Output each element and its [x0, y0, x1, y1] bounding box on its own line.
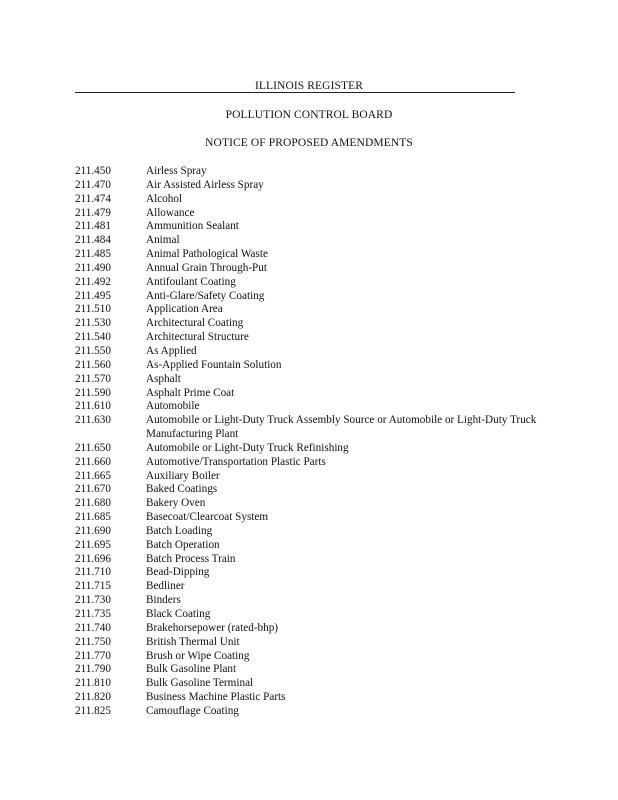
defined-term: Automobile or Light-Duty Truck Assembly Source or Automobile or Light-Duty Truck Manufacturing Plant	[146, 414, 537, 441]
defined-term: Animal	[146, 234, 180, 247]
defined-term: Airless Spray	[146, 165, 207, 177]
defined-term: British Thermal Unit	[146, 635, 240, 648]
defined-term: Batch Process Train	[146, 552, 236, 565]
section-number: 211.715	[75, 580, 111, 593]
notice-title: NOTICE OF PROPOSED AMENDMENTS	[205, 137, 413, 149]
definition-entry	[75, 539, 555, 553]
defined-term: Automobile	[146, 400, 200, 413]
defined-term: Ammunition Sealant	[146, 220, 239, 233]
section-number: 211.820	[75, 691, 111, 704]
header-rule	[75, 92, 515, 93]
section-number: 211.470	[75, 178, 111, 191]
definition-entry	[75, 359, 555, 373]
defined-term: Automotive/Transportation Plastic Parts	[146, 455, 326, 468]
defined-term: Business Machine Plastic Parts	[146, 691, 286, 704]
definitions-list	[75, 165, 555, 719]
section-number: 211.530	[75, 317, 111, 330]
definition-entry	[75, 248, 555, 262]
defined-term: Brakehorsepower (rated-bhp)	[146, 621, 279, 634]
register-title	[0, 80, 618, 92]
definition-entry	[75, 442, 555, 456]
section-number: 211.479	[75, 206, 111, 219]
definition-entry	[75, 373, 555, 387]
definition-entry	[75, 290, 555, 304]
section-number: 211.660	[75, 455, 111, 468]
definition-entry	[75, 470, 555, 484]
definition-entry	[75, 303, 555, 317]
defined-term: Antifoulant Coating	[146, 275, 236, 288]
definition-entry	[75, 193, 555, 207]
defined-term: Architectural Structure	[146, 331, 249, 344]
section-number: 211.481	[75, 220, 111, 233]
defined-term: As Applied	[146, 344, 197, 357]
definition-entry	[75, 511, 555, 525]
definition-entry	[75, 165, 555, 179]
definition-entry	[75, 387, 555, 401]
section-number: 211.550	[75, 344, 111, 357]
defined-term: Annual Grain Through-Put	[146, 261, 267, 274]
section-number: 211.670	[75, 483, 111, 496]
defined-term: Basecoat/Clearcoat System	[146, 511, 269, 524]
defined-term: Black Coating	[146, 608, 211, 620]
register-title-text: ILLINOIS REGISTER	[251, 80, 367, 92]
defined-term: Animal Pathological Waste	[146, 248, 268, 261]
section-number: 211.630	[75, 414, 111, 427]
definition-entry	[75, 636, 555, 650]
defined-term: Anti-Glare/Safety Coating	[146, 289, 265, 302]
defined-term: Batch Loading	[146, 524, 213, 537]
defined-term: Bulk Gasoline Plant	[146, 663, 237, 676]
definition-entry	[75, 622, 555, 636]
section-number: 211.735	[75, 608, 111, 620]
defined-term: Architectural Coating	[146, 317, 244, 330]
section-number: 211.685	[75, 511, 111, 524]
definition-entry	[75, 677, 555, 691]
defined-term: Bulk Gasoline Terminal	[146, 677, 254, 690]
defined-term: Binders	[146, 594, 181, 607]
defined-term: Alcohol	[146, 192, 183, 205]
section-number: 211.825	[75, 704, 111, 717]
defined-term: Asphalt Prime Coat	[146, 386, 235, 399]
defined-term: Allowance	[146, 206, 195, 219]
section-number: 211.570	[75, 372, 111, 385]
defined-term: Bedliner	[146, 580, 185, 593]
definition-entry	[75, 207, 555, 221]
section-number: 211.730	[75, 594, 111, 607]
section-number: 211.650	[75, 441, 111, 454]
section-number: 211.560	[75, 358, 111, 371]
defined-term: Asphalt	[146, 372, 181, 385]
definition-entry	[75, 414, 555, 442]
defined-term: Bakery Oven	[146, 497, 206, 510]
section-number: 211.740	[75, 621, 111, 634]
section-number: 211.770	[75, 649, 111, 662]
section-number: 211.490	[75, 261, 111, 274]
section-number: 211.665	[75, 469, 111, 482]
defined-term: Auxiliary Boiler	[146, 469, 220, 482]
section-number: 211.485	[75, 248, 111, 261]
definition-entry	[75, 580, 555, 594]
section-number: 211.810	[75, 677, 111, 690]
definition-entry	[75, 456, 555, 470]
section-number: 211.450	[75, 165, 111, 177]
defined-term: Air Assisted Airless Spray	[146, 178, 264, 191]
definition-entry	[75, 317, 555, 331]
definition-entry	[75, 705, 555, 719]
definition-entry	[75, 220, 555, 234]
section-number: 211.510	[75, 303, 111, 316]
section-number: 211.540	[75, 331, 111, 344]
section-number: 211.590	[75, 386, 111, 399]
definition-entry	[75, 566, 555, 580]
definition-entry	[75, 650, 555, 664]
definition-entry	[75, 594, 555, 608]
defined-term: Camouflage Coating	[146, 704, 239, 717]
section-number: 211.610	[75, 400, 111, 413]
defined-term: Application Area	[146, 303, 223, 316]
section-number: 211.492	[75, 275, 111, 288]
definition-entry	[75, 525, 555, 539]
section-number: 211.790	[75, 663, 111, 676]
defined-term: Automobile or Light-Duty Truck Refinishing	[146, 441, 349, 454]
section-number: 211.750	[75, 635, 111, 648]
section-number: 211.495	[75, 289, 111, 302]
definition-entry	[75, 331, 555, 345]
definition-entry	[75, 400, 555, 414]
definition-entry	[75, 179, 555, 193]
defined-term: Batch Operation	[146, 538, 220, 551]
section-number: 211.484	[75, 234, 111, 247]
defined-term: As-Applied Fountain Solution	[146, 358, 282, 371]
definition-entry	[75, 262, 555, 276]
section-number: 211.695	[75, 538, 111, 551]
definition-entry	[75, 234, 555, 248]
defined-term: Baked Coatings	[146, 483, 218, 496]
section-number: 211.710	[75, 566, 111, 579]
defined-term: Brush or Wipe Coating	[146, 649, 250, 662]
defined-term: Bead-Dipping	[146, 566, 210, 579]
definition-entry	[75, 497, 555, 511]
definition-entry	[75, 663, 555, 677]
section-number: 211.474	[75, 192, 111, 205]
section-number: 211.690	[75, 524, 111, 537]
definition-entry	[75, 691, 555, 705]
section-number: 211.680	[75, 497, 111, 510]
definition-entry	[75, 483, 555, 497]
section-number: 211.696	[75, 552, 111, 565]
definition-entry	[75, 608, 555, 622]
definition-entry	[75, 345, 555, 359]
definition-entry	[75, 276, 555, 290]
board-title: POLLUTION CONTROL BOARD	[225, 109, 393, 121]
definition-entry	[75, 553, 555, 567]
